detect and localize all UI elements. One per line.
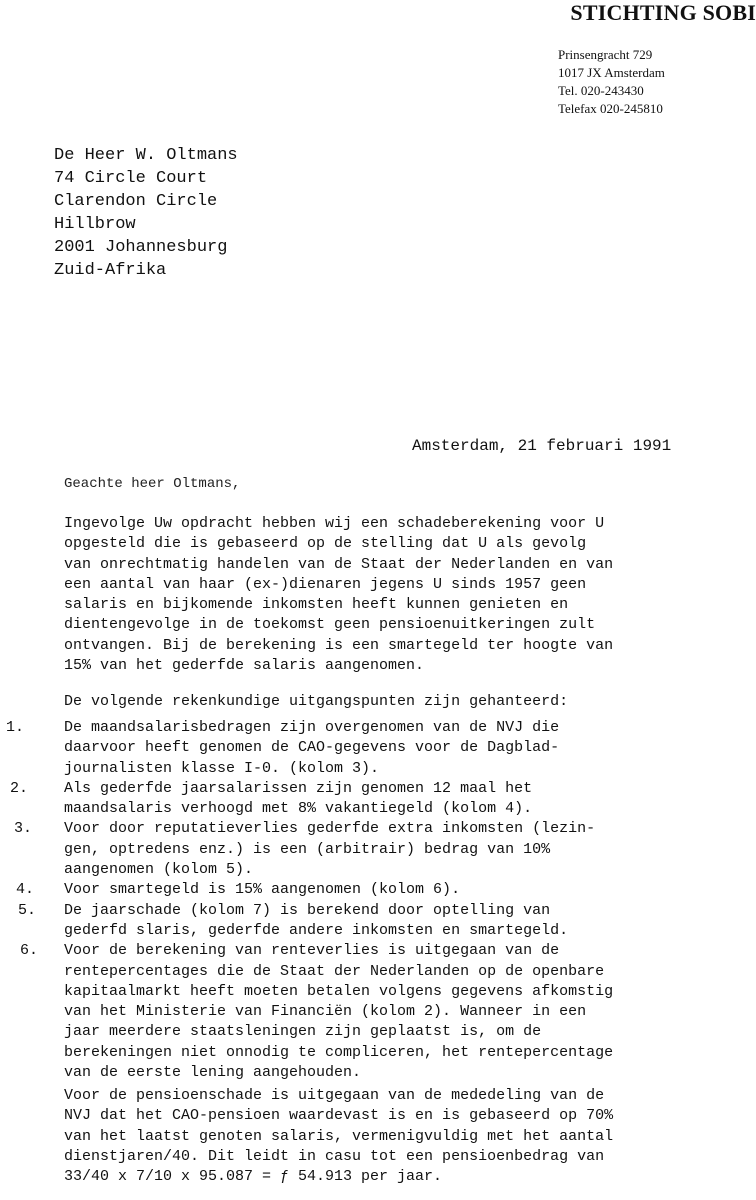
paragraph-line: van onrechtmatig handelen van de Staat der Nederlanden en van <box>64 555 614 573</box>
paragraph-line: 33/40 x 7/10 x 95.087 = ƒ 54.913 per jaar. <box>64 1168 443 1186</box>
list-line: De maandsalarisbedragen zijn overgenomen van de NVJ die <box>64 719 560 736</box>
recipient-line: Hillbrow <box>54 215 136 234</box>
assumptions-list <box>0 718 756 1083</box>
paragraph-line: ontvangen. Bij de berekening is een smartegeld ter hoogte van <box>64 636 614 654</box>
list-line: jaar meerdere staatsleningen zijn geplaatst is, om de <box>64 1023 542 1041</box>
list-line: Als gederfde jaarsalarissen zijn genomen 12 maal het <box>64 779 533 797</box>
list-intro <box>64 692 568 712</box>
list-line: aangenomen (kolom 5). <box>64 861 254 879</box>
list-line: journalisten klasse I-0. (kolom 3). <box>64 759 380 777</box>
recipient-address <box>54 144 238 282</box>
list-line: Voor smartegeld is 15% aangenomen (kolom 6). <box>64 881 461 899</box>
paragraph-line: NVJ dat het CAO-pensioen waardevast is en is gebaseerd op 70% <box>64 1107 614 1125</box>
paragraph-line: 15% van het gederfde salaris aangenomen. <box>64 657 425 675</box>
list-line: daarvoor heeft genomen de CAO-gegevens voor de Dagblad- <box>64 739 560 757</box>
pension-paragraph <box>64 1086 613 1187</box>
list-line: van de eerste lening aangehouden. <box>64 1064 362 1082</box>
list-line: van het Ministerie van Financiën (kolom 2). Wanneer in een <box>64 1003 587 1021</box>
recipient-name: De Heer W. Oltmans <box>54 146 238 165</box>
list-number: 5. <box>17 901 36 919</box>
list-item <box>0 901 756 942</box>
list-item <box>0 941 756 1083</box>
list-line: maandsalaris verhoogd met 8% vakantiegeld (kolom 4). <box>64 800 533 818</box>
address-city: 1017 JX Amsterdam <box>558 65 665 80</box>
paragraph-line: opgesteld die is gebaseerd op de stelling dat U als gevolg <box>64 535 587 553</box>
recipient-line: 2001 Johannesburg <box>54 238 228 257</box>
intro-paragraph <box>64 514 613 676</box>
list-number: 1. <box>5 719 24 736</box>
paragraph-line: een aantal van haar (ex-)dienaren jegens U sinds 1957 geen <box>64 575 587 593</box>
letter-date: Amsterdam, 21 februari 1991 <box>412 437 672 455</box>
list-number: 6. <box>19 942 38 960</box>
paragraph-line: Ingevolge Uw opdracht hebben wij een schadeberekening voor U <box>64 515 605 532</box>
list-item <box>0 718 756 779</box>
paragraph-line: Voor de pensioenschade is uitgegaan van de mededeling van de <box>64 1087 605 1104</box>
list-number: 3. <box>13 820 32 838</box>
recipient-country: Zuid-Afrika <box>54 261 167 280</box>
list-number: 4. <box>15 881 34 899</box>
address-phone: Tel. 020-243430 <box>558 83 644 98</box>
list-item <box>0 880 756 900</box>
list-line: gen, optredens enz.) is een (arbitrair) bedrag van 10% <box>64 840 551 858</box>
letterhead-title: STICHTING SOBI <box>570 0 756 25</box>
list-item <box>0 779 756 820</box>
list-line: kapitaalmarkt heeft moeten betalen volgens gegevens afkomstig <box>64 982 614 1000</box>
paragraph-line: van het laatst genoten salaris, vermenigvuldig met het aantal <box>64 1127 614 1145</box>
recipient-line: Clarendon Circle <box>54 192 218 211</box>
salutation: Geachte heer Oltmans, <box>64 476 241 492</box>
address-fax: Telefax 020-245810 <box>558 101 663 116</box>
list-line: Voor de berekening van renteverlies is uitgegaan van de <box>64 942 560 960</box>
list-line: Voor door reputatieverlies gederfde extra inkomsten (lezin- <box>64 820 596 838</box>
paragraph-line: De volgende rekenkundige uitgangspunten zijn gehanteerd: <box>64 693 569 710</box>
list-line: De jaarschade (kolom 7) is berekend door optelling van <box>64 901 551 919</box>
list-line: gederfd slaris, gederfde andere inkomsten en smartegeld. <box>64 921 569 939</box>
recipient-line: 74 Circle Court <box>54 169 208 188</box>
list-line: rentepercentages die de Staat der Nederlanden op de openbare <box>64 962 605 980</box>
list-item <box>0 819 756 880</box>
letterhead-address <box>558 46 665 118</box>
list-line: berekeningen niet onnodig te compliceren, het rentepercentage <box>64 1043 614 1061</box>
paragraph-line: dienstjaren/40. Dit leidt in casu tot een pensioenbedrag van <box>64 1147 605 1165</box>
paragraph-line: salaris en bijkomende inkomsten heeft kunnen genieten en <box>64 596 569 614</box>
list-number: 2. <box>9 779 28 797</box>
address-street: Prinsengracht 729 <box>558 47 653 62</box>
paragraph-line: dientengevolge in de toekomst geen pensioenuitkeringen zult <box>64 616 596 634</box>
